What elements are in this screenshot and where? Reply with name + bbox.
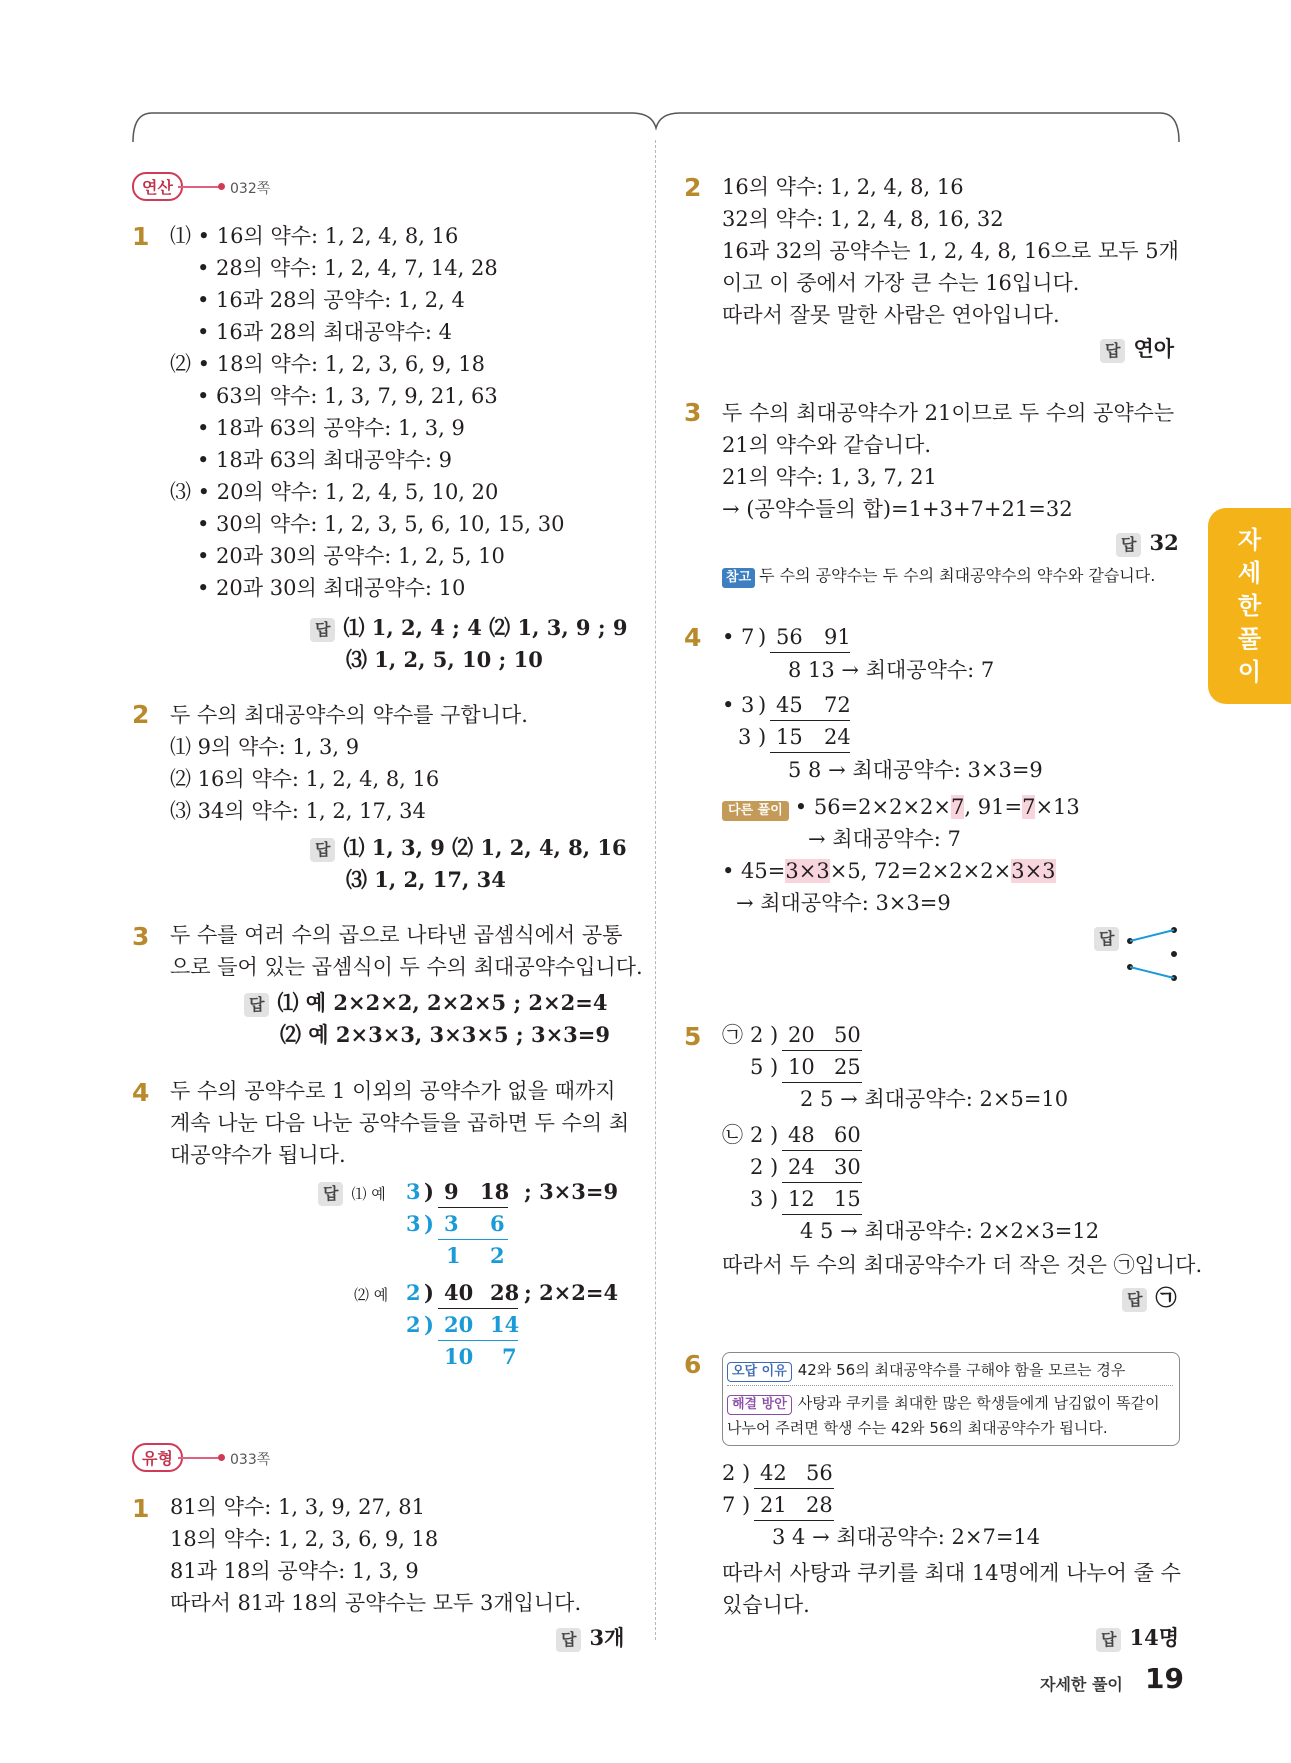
division-bracket: ) <box>424 1312 434 1337</box>
solution-line: • 30의 약수: 1, 2, 3, 5, 6, 10, 15, 30 <box>197 512 565 536</box>
solution-line: 으로 들어 있는 곱셈식이 두 수의 최대공약수입니다. <box>170 955 643 979</box>
section-label-type: 유형 <box>132 1443 183 1472</box>
question-number: 2 <box>132 700 150 729</box>
division-rule <box>770 752 850 753</box>
dividend: 6 <box>490 1211 505 1236</box>
answer-tag: 답 <box>310 618 335 642</box>
dividend: 25 <box>834 1055 861 1079</box>
division-rule <box>438 1207 508 1208</box>
note-line: 참고 두 수의 공약수는 두 수의 최대공약수의 약수와 같습니다. <box>722 563 1155 588</box>
dividend: 56 <box>776 625 803 649</box>
answer-tag: 답 <box>244 993 269 1017</box>
solution-line: • 28의 약수: 1, 2, 4, 7, 14, 28 <box>197 256 498 280</box>
solution-line: • 20과 30의 최대공약수: 10 <box>197 576 466 600</box>
alt-solution-line: • 45=3×3×5, 72=2×2×2×3×3 <box>722 859 1056 883</box>
answer-line: ⑵ 예 2×3×3, 3×3×5 ; 3×3=9 <box>280 1022 610 1047</box>
error-analysis-box <box>722 1352 1180 1446</box>
divisor: 2 <box>406 1280 421 1305</box>
solution-line: 계속 나눈 다음 나눈 공약수들을 곱하면 두 수의 최 <box>170 1111 630 1135</box>
solution-line: 따라서 두 수의 최대공약수가 더 작은 것은 ㉠입니다. <box>722 1253 1203 1277</box>
solution-line: 4 5 → 최대공약수: 2×2×3=12 <box>800 1219 1100 1243</box>
solution-line: 21의 약수: 1, 3, 7, 21 <box>722 465 937 489</box>
answer-tag: 답 <box>318 1182 343 1206</box>
solution-line: 따라서 81과 18의 공약수는 모두 3개입니다. <box>170 1591 582 1615</box>
dividend: 56 <box>806 1461 833 1485</box>
answer-line: 답 ⑴ 예 <box>318 1177 386 1209</box>
section-line <box>178 1457 220 1459</box>
division-bracket: ) <box>770 1123 779 1147</box>
answer-tag: 답 <box>1116 533 1141 557</box>
solution-line: 있습니다. <box>722 1593 810 1617</box>
solution-line: • 16과 28의 공약수: 1, 2, 4 <box>197 288 465 312</box>
division-rule <box>782 1150 862 1151</box>
solution-line: 2 5 → 최대공약수: 2×5=10 <box>800 1087 1069 1111</box>
section-page-ref: 032쪽 <box>230 181 271 197</box>
answer-line: 답 연아 <box>1100 334 1174 364</box>
division-bracket: ) <box>758 693 767 717</box>
divisor: 2 <box>722 1461 736 1485</box>
solution-line: 18의 약수: 1, 2, 3, 6, 9, 18 <box>170 1527 439 1551</box>
dividend: 91 <box>824 625 851 649</box>
solution-line: 두 수의 공약수로 1 이외의 공약수가 없을 때까지 <box>170 1079 616 1103</box>
solve-tag: 해결 방안 <box>727 1395 792 1415</box>
divisor: 5 <box>750 1055 764 1079</box>
solution-line: 81의 약수: 1, 3, 9, 27, 81 <box>170 1495 425 1519</box>
dividend: 42 <box>760 1461 787 1485</box>
division-bracket: ) <box>424 1211 434 1236</box>
dividend: 72 <box>824 693 851 717</box>
case-label: ㉡ <box>722 1123 743 1147</box>
solution-line: ⑴ • 16의 약수: 1, 2, 4, 8, 16 <box>170 224 459 248</box>
divisor: 2 <box>750 1023 764 1047</box>
division-rule <box>438 1340 518 1341</box>
matching-lines-figure <box>1124 922 1180 982</box>
division-rule <box>770 652 850 653</box>
division-rule <box>438 1239 508 1240</box>
dividend: 20 <box>444 1312 474 1337</box>
answer-line: 답 ⑴ 1, 3, 9 ⑵ 1, 2, 4, 8, 16 <box>310 833 627 863</box>
solution-line: 대공약수가 됩니다. <box>170 1143 346 1167</box>
solution-line: • 20과 30의 공약수: 1, 2, 5, 10 <box>197 544 505 568</box>
answer-line: 답 3개 <box>556 1623 624 1653</box>
divisor: 2 <box>750 1123 764 1147</box>
footer-label: 자세한 풀이 <box>1040 1675 1123 1694</box>
division-result: ; 2×2=4 <box>524 1280 619 1305</box>
dividend: 21 <box>760 1493 787 1517</box>
divisor: • 7 <box>722 625 755 649</box>
answer-label: ⑵ 예 <box>354 1286 389 1304</box>
division-bracket: ) <box>770 1155 779 1179</box>
dividend: 45 <box>776 693 803 717</box>
division-bracket: ) <box>424 1280 434 1305</box>
column-divider <box>655 140 656 1640</box>
solution-line: 32의 약수: 1, 2, 4, 8, 16, 32 <box>722 207 1004 231</box>
case-label: ㉠ <box>722 1023 743 1047</box>
answer-tag: 답 <box>1096 1628 1121 1652</box>
division-bracket: ) <box>758 625 767 649</box>
solution-line: ⑶ • 20의 약수: 1, 2, 4, 5, 10, 20 <box>170 480 499 504</box>
section-page-ref: 033쪽 <box>230 1452 271 1468</box>
dividend: 48 <box>788 1123 815 1147</box>
divisor: 3 <box>750 1187 764 1211</box>
solution-line: 81과 18의 공약수: 1, 3, 9 <box>170 1559 419 1583</box>
answer-line: 답 ⑴ 예 2×2×2, 2×2×5 ; 2×2=4 <box>244 988 607 1018</box>
question-number: 1 <box>132 222 150 251</box>
answer-tag: 답 <box>310 838 335 862</box>
solution-line: ⑶ 34의 약수: 1, 2, 17, 34 <box>170 799 426 823</box>
question-number: 4 <box>684 623 702 652</box>
question-number: 3 <box>132 922 150 951</box>
answer-line: 답 14명 <box>1096 1623 1179 1653</box>
division-rule <box>438 1308 518 1309</box>
solution-line: 16의 약수: 1, 2, 4, 8, 16 <box>722 175 964 199</box>
dividend: 12 <box>788 1187 815 1211</box>
section-dot <box>218 1454 225 1461</box>
division-bracket: ) <box>742 1461 751 1485</box>
division-rule <box>782 1182 862 1183</box>
dividend: 40 <box>444 1280 474 1305</box>
solution-line: • 18과 63의 공약수: 1, 3, 9 <box>197 416 465 440</box>
quotient: 2 <box>490 1243 505 1268</box>
dividend: 20 <box>788 1023 815 1047</box>
solution-line: 5 8 → 최대공약수: 3×3=9 <box>788 758 1043 782</box>
alt-tag: 다른 풀이 <box>722 801 789 821</box>
answer-tag: 답 <box>556 1628 581 1652</box>
question-number: 1 <box>132 1494 150 1523</box>
quotient: 1 <box>446 1243 461 1268</box>
dividend: 15 <box>776 725 803 749</box>
solution-line: 16과 32의 공약수는 1, 2, 4, 8, 16으로 모두 5개 <box>722 239 1179 263</box>
solution-line: • 16과 28의 최대공약수: 4 <box>197 320 452 344</box>
solution-line: 따라서 잘못 말한 사람은 연아입니다. <box>722 303 1060 327</box>
alt-solution-line: → 최대공약수: 3×3=9 <box>736 891 951 915</box>
divisor: 3 <box>738 725 752 749</box>
answer-tag: 답 <box>1100 339 1125 363</box>
question-number: 4 <box>132 1078 150 1107</box>
alt-solution-line: → 최대공약수: 7 <box>808 827 961 851</box>
dividend: 24 <box>824 725 851 749</box>
section-dot <box>218 183 225 190</box>
question-number: 5 <box>684 1022 702 1051</box>
divisor: • 3 <box>722 693 755 717</box>
question-number: 3 <box>684 398 702 427</box>
divisor: 2 <box>406 1312 421 1337</box>
page-frame <box>132 112 1180 142</box>
solution-line: ⑴ 9의 약수: 1, 3, 9 <box>170 735 360 759</box>
answer-line: 답 ㉠ <box>1122 1283 1176 1313</box>
solution-line: 8 13 → 최대공약수: 7 <box>788 658 995 682</box>
dividend: 28 <box>490 1280 520 1305</box>
divisor: 7 <box>722 1493 736 1517</box>
dividend: 50 <box>834 1023 861 1047</box>
solution-line: → (공약수들의 합)=1+3+7+21=32 <box>722 497 1073 521</box>
section-label-calc: 연산 <box>132 172 183 201</box>
division-rule <box>782 1214 862 1215</box>
dividend: 18 <box>480 1179 510 1204</box>
solution-line: • 18과 63의 최대공약수: 9 <box>197 448 452 472</box>
dividend: 60 <box>834 1123 861 1147</box>
division-bracket: ) <box>770 1023 779 1047</box>
answer-line: ⑶ 1, 2, 17, 34 <box>346 867 506 892</box>
dividend: 10 <box>788 1055 815 1079</box>
divisor: 3 <box>406 1179 421 1204</box>
side-section-tab: 자 세 한 풀 이 <box>1208 508 1291 704</box>
dividend: 30 <box>834 1155 861 1179</box>
solution-line: 이고 이 중에서 가장 큰 수는 16입니다. <box>722 271 1080 295</box>
solution-line: 두 수의 최대공약수가 21이므로 두 수의 공약수는 <box>722 401 1175 425</box>
page-number: 19 <box>1145 1662 1184 1695</box>
divisor: 2 <box>750 1155 764 1179</box>
division-bracket: ) <box>770 1055 779 1079</box>
note-tag: 참고 <box>722 568 755 588</box>
alt-solution-line: 다른 풀이 • 56=2×2×2×7, 91=7×13 <box>722 792 1080 822</box>
solution-line: ⑵ • 18의 약수: 1, 2, 3, 6, 9, 18 <box>170 352 486 376</box>
division-rule <box>782 1082 862 1083</box>
solution-line: • 63의 약수: 1, 3, 7, 9, 21, 63 <box>197 384 498 408</box>
solution-line: 3 4 → 최대공약수: 2×7=14 <box>772 1525 1041 1549</box>
dividend: 14 <box>490 1312 520 1337</box>
reason-row: 오답 이유 42와 56의 최대공약수를 구해야 함을 모르는 경우 <box>727 1359 1173 1386</box>
solution-row: 해결 방안 사탕과 쿠키를 최대한 많은 학생들에게 남김없이 똑같이 나누어 주려면 학생 수는 42와 56의 최대공약수가 됩니다. <box>727 1394 1160 1437</box>
divisor: 3 <box>406 1211 421 1236</box>
question-number: 2 <box>684 173 702 202</box>
answer-line: 답 32 <box>1116 528 1179 558</box>
division-bracket: ) <box>424 1179 434 1204</box>
answer-line: 답 ⑴ 1, 2, 4 ; 4 ⑵ 1, 3, 9 ; 9 <box>310 613 628 643</box>
solution-line: 두 수의 최대공약수의 약수를 구합니다. <box>170 703 528 727</box>
solution-line: 두 수를 여러 수의 곱으로 나타낸 곱셈식에서 공통 <box>170 923 623 947</box>
division-bracket: ) <box>758 725 767 749</box>
dividend: 15 <box>834 1187 861 1211</box>
dividend: 3 <box>444 1211 459 1236</box>
reason-tag: 오답 이유 <box>727 1362 792 1382</box>
dividend: 9 <box>444 1179 459 1204</box>
division-rule <box>770 720 850 721</box>
division-rule <box>782 1050 862 1051</box>
division-result: ; 3×3=9 <box>524 1179 619 1204</box>
answer-tag: 답 <box>1094 927 1119 951</box>
solution-line: 따라서 사탕과 쿠키를 최대 14명에게 나누어 줄 수 <box>722 1561 1181 1585</box>
section-line <box>178 186 220 188</box>
question-number: 6 <box>684 1350 702 1379</box>
answer-line <box>1094 927 1127 951</box>
dividend: 28 <box>806 1493 833 1517</box>
division-rule <box>754 1488 834 1489</box>
solution-line: ⑵ 16의 약수: 1, 2, 4, 8, 16 <box>170 767 440 791</box>
division-bracket: ) <box>742 1493 751 1517</box>
division-rule <box>754 1520 834 1521</box>
dividend: 24 <box>788 1155 815 1179</box>
answer-line: ⑶ 1, 2, 5, 10 ; 10 <box>346 647 543 672</box>
answer-tag: 답 <box>1122 1288 1147 1312</box>
quotient: 10 <box>444 1344 474 1369</box>
solution-line: 21의 약수와 같습니다. <box>722 433 932 457</box>
division-bracket: ) <box>770 1187 779 1211</box>
quotient: 7 <box>502 1344 517 1369</box>
